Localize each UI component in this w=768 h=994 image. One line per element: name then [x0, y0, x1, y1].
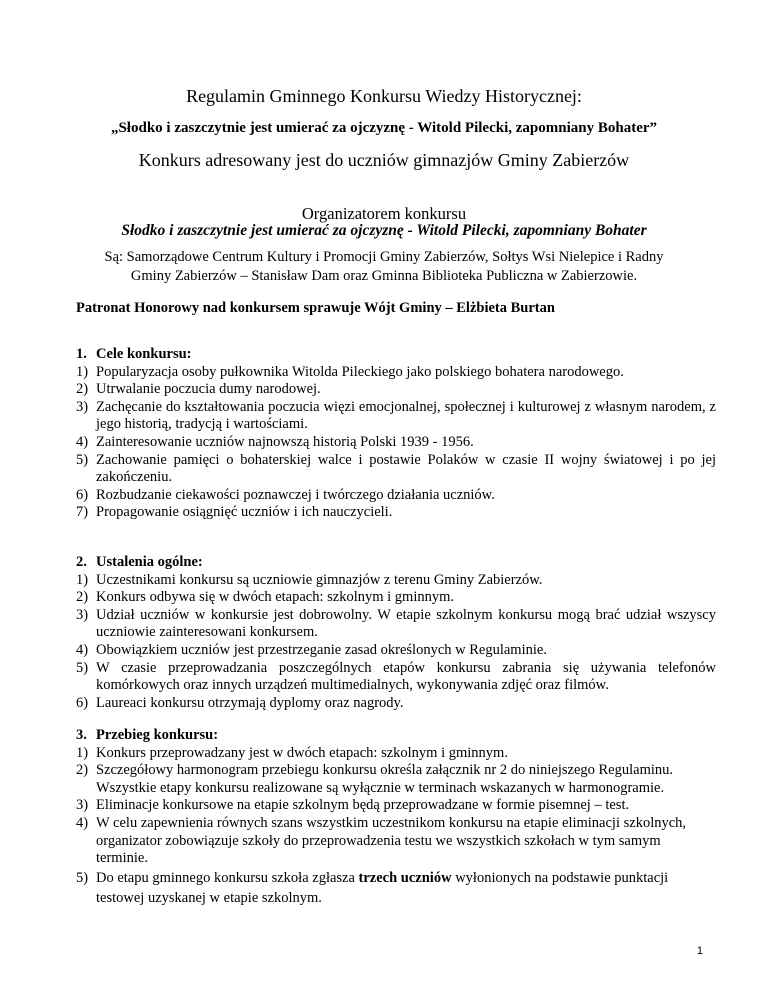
competition-quote: „Słodko i zaszczytnie jest umierać za ojczyznę - Witold Pilecki, zapomniany Bohater” — [110, 120, 658, 136]
item-number: 4) — [76, 641, 89, 658]
item-number: 6) — [76, 694, 89, 711]
section-title: Ustalenia ogólne: — [96, 554, 203, 570]
list-item — [76, 487, 716, 505]
item-text: W czasie przeprowadzania poszczególnych etapów konkursu zabrania się używania telefonów komórkowych oraz innych urządzeń multimedialnych, wykonywania zdjęć oraz filmów. — [96, 659, 716, 694]
organizer-line-1: Są: Samorządowe Centrum Kultury i Promocji Gminy Zabierzów, Sołtys Wsi Nielepice i Radny — [104, 249, 664, 265]
section-heading — [76, 554, 716, 572]
item-text: Utrwalanie poczucia dumy narodowej. — [96, 381, 321, 398]
item-text: Zachęcanie do kształtowania poczucia więzi emocjonalnej, społecznej i kulturowej z własnym narodem, z jego historią, tradycją i wartościami. — [96, 398, 716, 433]
organizer-list — [60, 248, 708, 286]
section-title: Cele konkursu: — [96, 346, 192, 362]
item-text: Eliminacje konkursowe na etapie szkolnym będą przeprowadzane w formie pisemnej – test. — [96, 797, 630, 814]
item-number: 2) — [76, 762, 89, 779]
item-text: Propagowanie osiągnięć uczniów i ich nauczycieli. — [96, 504, 393, 521]
item-number: 7) — [76, 504, 89, 521]
item-number: 3) — [76, 398, 89, 415]
list-item — [76, 434, 716, 452]
list-item — [76, 452, 716, 487]
section-course — [76, 727, 716, 908]
item-text: Laureaci konkursu otrzymają dyplomy oraz nagrody. — [96, 694, 404, 711]
item-number: 4) — [76, 814, 89, 831]
section-heading — [76, 727, 716, 745]
section-goals — [76, 346, 716, 522]
list-item — [76, 399, 716, 434]
item-number: 5) — [76, 659, 89, 676]
item-number: 2) — [76, 381, 89, 398]
item-number: 2) — [76, 589, 89, 606]
item-text-part: wyłonionych na podstawie punktacji testowej uzyskanej w etapie szkolnym. — [96, 869, 669, 906]
item-number: 1) — [76, 363, 89, 380]
list-item — [76, 815, 716, 868]
list-item — [76, 642, 716, 660]
organizer-subtitle: Słodko i zaszczytnie jest umierać za ojczyznę - Witold Pilecki, zapomniany Bohater — [121, 222, 647, 239]
patronage-line: Patronat Honorowy nad konkursem sprawuje Wójt Gminy – Elżbieta Burtan — [76, 300, 555, 316]
list-item — [76, 381, 716, 399]
item-number: 1) — [76, 744, 89, 761]
item-text-emphasis: trzech uczniów — [358, 869, 452, 886]
item-text: Konkurs odbywa się w dwóch etapach: szkolnym i gminnym. — [96, 589, 455, 606]
organizer-line-2: Gminy Zabierzów – Stanisław Dam oraz Gminna Biblioteka Publiczna w Zabierzowie. — [130, 268, 638, 284]
list-item — [76, 504, 716, 522]
page-number: 1 — [696, 945, 703, 957]
list-item — [76, 607, 716, 642]
item-text: Konkurs przeprowadzany jest w dwóch etapach: szkolnym i gminnym. — [96, 744, 508, 761]
organizer-heading: Organizatorem konkursu — [301, 204, 467, 223]
list-item — [76, 695, 716, 713]
item-text: Uczestnikami konkursu są uczniowie gimnazjów z terenu Gminy Zabierzów. — [96, 571, 543, 588]
list-item — [76, 364, 716, 382]
list-item — [76, 745, 716, 763]
document-title: Regulamin Gminnego Konkursu Wiedzy Historycznej: — [186, 86, 582, 106]
item-text: Zachowanie pamięci o bohaterskiej walce i postawie Polaków w czasie II wojny światowej i po jej zakończeniu. — [96, 451, 716, 486]
list-item — [76, 660, 716, 695]
item-number: 6) — [76, 486, 89, 503]
item-text — [96, 868, 716, 908]
section-number: 1. — [76, 346, 87, 362]
item-text: Szczegółowy harmonogram przebiegu konkursu określa załącznik nr 2 do niniejszego Regulaminu. Wszystkie etapy konkursu realizowane są wyłącznie w terminach wskazanych w harmonogramie. — [96, 762, 674, 796]
item-text-part: Do etapu gminnego konkursu szkoła zgłasza — [96, 869, 359, 886]
item-number: 3) — [76, 606, 89, 623]
list-item — [76, 572, 716, 590]
item-number: 1) — [76, 571, 89, 588]
list-item — [76, 868, 716, 908]
list-item — [76, 589, 716, 607]
item-text: Udział uczniów w konkursie jest dobrowolny. W etapie szkolnym konkursu mogą brać udział wszyscy uczniowie zainteresowani konkursem. — [96, 606, 716, 641]
item-text: Zainteresowanie uczniów najnowszą historią Polski 1939 - 1956. — [96, 433, 474, 450]
list-item — [76, 762, 716, 797]
item-text: Obowiązkiem uczniów jest przestrzeganie zasad określonych w Regulaminie. — [96, 641, 547, 658]
list-item — [76, 797, 716, 815]
item-text: Rozbudzanie ciekawości poznawczej i twórczego działania uczniów. — [96, 486, 495, 503]
audience-line: Konkurs adresowany jest do uczniów gimnazjów Gminy Zabierzów — [138, 150, 630, 170]
item-text: Popularyzacja osoby pułkownika Witolda Pileckiego jako polskiego bohatera narodowego. — [96, 363, 624, 380]
item-number: 3) — [76, 797, 89, 814]
section-general-rules — [76, 554, 716, 712]
section-number: 2. — [76, 554, 87, 570]
item-number: 5) — [76, 451, 89, 468]
item-number: 4) — [76, 433, 89, 450]
item-number: 5) — [76, 869, 89, 886]
section-number: 3. — [76, 727, 87, 743]
section-heading — [76, 346, 716, 364]
item-text: W celu zapewnienia równych szans wszystkim uczestnikom konkursu na etapie eliminacji szkolnych, organizator zobowiązuje szkoły do przeprowadzenia testu we wszystkich szkołach w tym samym terminie. — [96, 814, 687, 867]
section-title: Przebieg konkursu: — [96, 727, 219, 743]
